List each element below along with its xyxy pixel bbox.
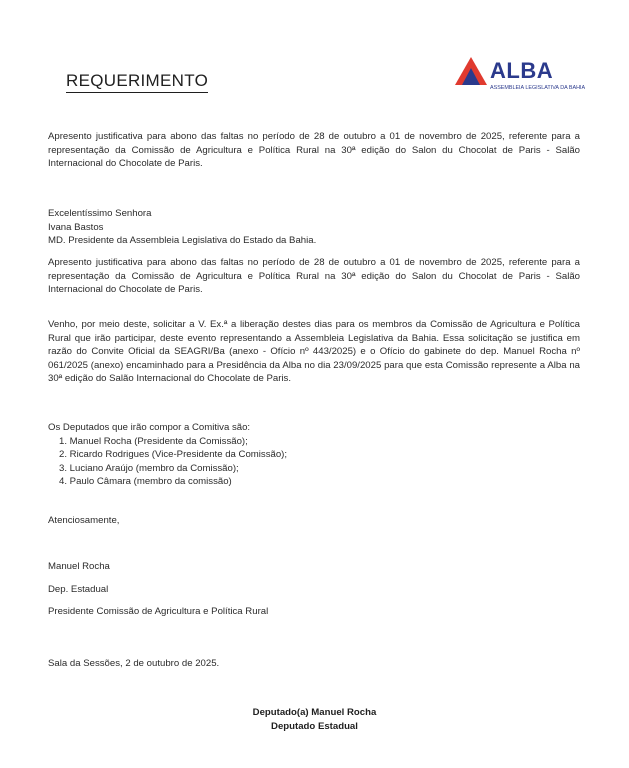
signature-name: Deputado(a) Manuel Rocha: [252, 707, 377, 718]
list-item: 4. Paulo Câmara (membro da comissão): [59, 476, 232, 488]
justification-paragraph: Apresento justificativa para abono das faltas no período de 28 de outubro a 01 de novembro de 2025, referente para a representação da Comissão de Agricultura e Política Rural na 30ª edição do Salon du Chocolat de Paris - Salão Internacional do Chocolate de Paris.: [48, 257, 580, 296]
signature-title: Deputado Estadual: [271, 721, 358, 732]
signatory-position: Presidente Comissão de Agricultura e Política Rural: [48, 606, 269, 617]
signatory-role: Dep. Estadual: [48, 584, 109, 595]
list-item: 2. Ricardo Rodrigues (Vice-Presidente da Comissão);: [59, 449, 288, 461]
intro-paragraph: Apresento justificativa para abono das faltas no período de 28 de outubro a 01 de novembro de 2025, referente para a representação da Comissão de Agricultura e Política Rural na 30ª edição do Salon du Chocolat de Paris - Salão Internacional do Chocolate de Paris.: [48, 131, 580, 170]
signatory-name: Manuel Rocha: [48, 561, 110, 572]
addressee-title: MD. Presidente da Assembleia Legislativa do Estado da Bahia.: [48, 235, 317, 247]
alba-logo-text: ALBA: [490, 58, 554, 83]
addressee-name: Ivana Bastos: [48, 221, 104, 233]
delegation-list: [48, 435, 580, 489]
alba-logo-subtitle: ASSEMBLEIA LEGISLATIVA DA BAHIA: [490, 85, 586, 91]
place-date: Sala da Sessões, 2 de outubro de 2025.: [48, 658, 220, 669]
delegation-heading: Os Deputados que irão compor a Comitiva são:: [48, 422, 251, 433]
list-item: 3. Luciano Araújo (membro da Comissão);: [59, 462, 239, 474]
document-title: REQUERIMENTO: [66, 71, 208, 93]
delegation-block: [48, 421, 580, 489]
addressee-block: [48, 207, 580, 248]
alba-logo-icon: [454, 56, 488, 86]
addressee-salutation: Excelentíssimo Senhora: [48, 208, 152, 219]
list-item: 1. Manuel Rocha (Presidente da Comissão);: [59, 435, 248, 447]
alba-logo: [454, 56, 586, 98]
closing-text: Atenciosamente,: [48, 515, 120, 526]
request-paragraph: Venho, por meio deste, solicitar a V. Ex.ª a liberação destes dias para os membros da Comissão de Agricultura e Política Rural que irão participar, deste evento representando a Assembleia Legislativa da Bahia. Essa solicitação se justifica em razão do Convite Oficial da SEAGRI/Ba (anexo - Ofício nº 443/2025) e o Ofício do gabinete do dep. Manuel Rocha nº 061/2025 (anexo) encaminhado para a Presidência da Alba no dia 23/09/2025 para que esta Comissão represente a Alba na 30ª edição do Salão Internacional do Chocolate de Paris.: [48, 319, 580, 385]
